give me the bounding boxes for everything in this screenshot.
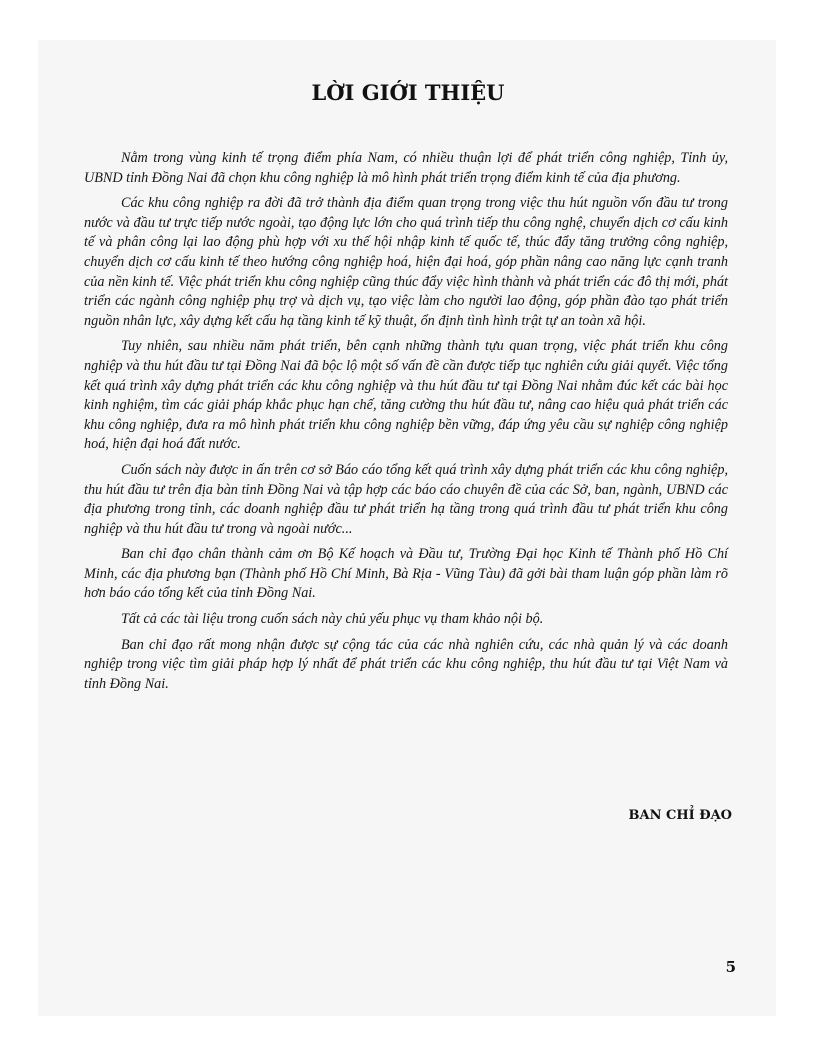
- paragraph-7: Ban chỉ đạo rất mong nhận được sự cộng tác của các nhà nghiên cứu, các nhà quản lý và các doanh nghiệp trong việc tìm giải pháp hợp lý nhất để phát triển các khu công nghiệp, thu hút đầu tư tại Việt Nam và tỉnh Đồng Nai.: [84, 636, 728, 692]
- page-number: 5: [725, 958, 736, 976]
- paragraph-3: Tuy nhiên, sau nhiều năm phát triển, bên cạnh những thành tựu quan trọng, việc phát triển khu công nghiệp và thu hút đầu tư tại Đồng Nai đã bộc lộ một số vấn đề cần được tiếp tục nghiên cứu giải quyết. Việc tổng kết quá trình xây dựng phát triển các khu công nghiệp và thu hút đầu tư tại Đồng Nai nhằm đúc kết các bài học kinh nghiệm, tìm các giải pháp khắc phục hạn chế, tăng cường thu hút đầu tư, nâng cao hiệu quả phát triển các khu công nghiệp, đưa ra mô hình phát triển khu công nghiệp bền vững, đáp ứng yêu cầu sự nghiệp công nghiệp hoá, hiện đại hoá đất nước.: [84, 338, 728, 453]
- signature: BAN CHỈ ĐẠO: [628, 808, 732, 823]
- paragraph-5: Ban chỉ đạo chân thành cảm ơn Bộ Kế hoạch và Đầu tư, Trường Đại học Kinh tế Thành phố Hồ Chí Minh, các địa phương bạn (Thành phố Hồ Chí Minh, Bà Rịa - Vũng Tàu) đã gởi bài tham luận góp phần làm rõ hơn báo cáo tổng kết của tỉnh Đồng Nai.: [84, 546, 728, 602]
- paragraph-2: Các khu công nghiệp ra đời đã trở thành địa điểm quan trọng trong việc thu hút nguồn vốn đầu tư trong nước và đầu tư trực tiếp nước ngoài, tạo động lực lớn cho quá trình tiếp thu công nghệ, chuyển dịch cơ cấu kinh tế và phân công lại lao động phù hợp với xu thế hội nhập kinh tế quốc tế, thúc đẩy tăng trưởng công nghiệp, chuyển dịch cơ cấu kinh tế theo hướng công nghiệp hoá, hiện đại hoá, góp phần nâng cao năng lực cạnh tranh của nền kinh tế. Việc phát triển khu công nghiệp cũng thúc đẩy việc hình thành và phát triển các đô thị mới, phát triển các ngành công nghiệp phụ trợ và dịch vụ, tạo việc làm cho người lao động, góp phần đào tạo phát triển nguồn nhân lực, xây dựng kết cấu hạ tầng kinh tế kỹ thuật, ổn định tình hình trật tự an toàn xã hội.: [84, 195, 728, 329]
- paragraph-6: Tất cả các tài liệu trong cuốn sách này chủ yếu phục vụ tham khảo nội bộ.: [121, 611, 544, 628]
- introduction-body: [84, 149, 728, 700]
- page-title: LỜI GIỚI THIỆU: [311, 80, 505, 105]
- paragraph-1: Nằm trong vùng kinh tế trọng điểm phía Nam, có nhiều thuận lợi để phát triển công nghiệp, Tỉnh ủy, UBND tỉnh Đồng Nai đã chọn khu công nghiệp là mô hình phát triển trọng điểm kinh tế của địa phương.: [84, 150, 728, 186]
- paragraph-4: Cuốn sách này được in ấn trên cơ sở Báo cáo tổng kết quá trình xây dựng phát triển các khu công nghiệp, thu hút đầu tư trên địa bàn tỉnh Đồng Nai và tập hợp các báo cáo chuyên đề của các Sở, ban, ngành, UBND các địa phương trong tỉnh, các doanh nghiệp đầu tư phát triển hạ tầng trong quá trình đầu tư phát triển khu công nghiệp và thu hút đầu tư trong và ngoài nước...: [84, 461, 728, 537]
